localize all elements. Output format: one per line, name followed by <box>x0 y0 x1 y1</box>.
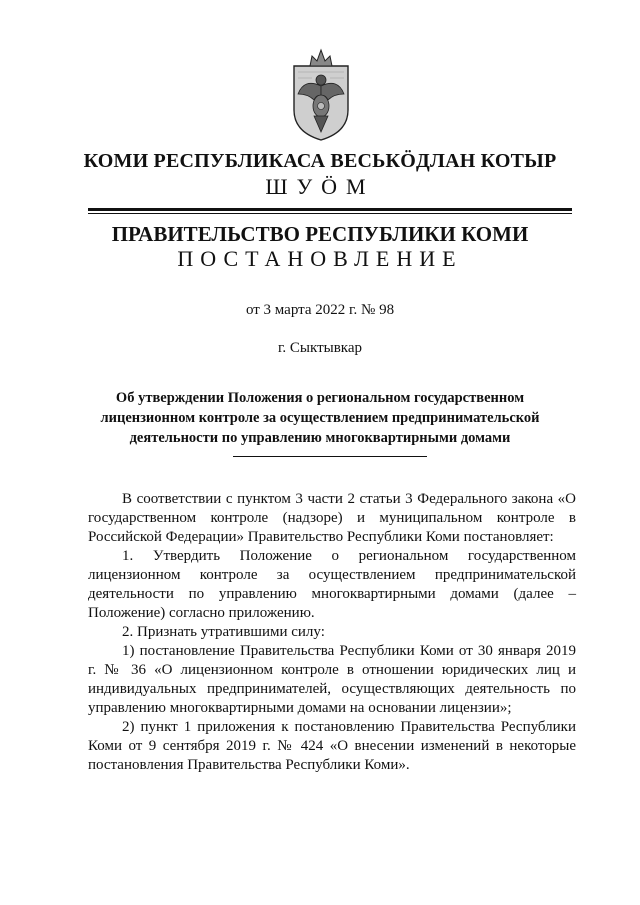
komi-coat-of-arms-icon <box>290 44 352 144</box>
document-type: ПОСТАНОВЛЕНИЕ <box>177 246 463 271</box>
komi-doc-type: ШУӦМ <box>265 174 375 199</box>
decree-date-number: от 3 марта 2022 г. № 98 <box>245 302 395 318</box>
body-paragraph: 1. Утвердить Положение о региональном государственном лицензионном контроле за осуществлением предпринимательской деятельности по управлению многоквартирными домами (далее – Положение) согласно приложению. <box>88 548 576 621</box>
body-paragraph: 2. Признать утратившими силу: <box>122 624 325 640</box>
body-paragraph: В соответствии с пунктом 3 части 2 статьи 3 Федерального закона «О государственном контроле (надзоре) и муниципальном контроле в Российской Федерации» Правительство Республики Коми постановляет: <box>88 491 576 545</box>
header-divider-thin <box>88 213 572 214</box>
decree-place: г. Сыктывкар <box>277 340 363 356</box>
decree-subject <box>80 388 560 448</box>
subject-line: Об утверждении Положения о региональном государственном <box>115 390 525 406</box>
komi-org-title: КОМИ РЕСПУБЛИКАСА ВЕСЬКӦДЛАН КОТЫР <box>83 150 557 172</box>
decree-body <box>88 490 576 775</box>
header-divider-thick <box>88 208 572 211</box>
body-paragraph: 1) постановление Правительства Республики Коми от 30 января 2019 г. № 36 «О лицензионном контроле в отношении юридических лиц и индивидуальных предпринимателей, осуществляющих деятельность по управлению многоквартирными домами на основании лицензии»; <box>88 643 576 716</box>
government-title: ПРАВИТЕЛЬСТВО РЕСПУБЛИКИ КОМИ <box>111 222 529 246</box>
body-paragraph: 2) пункт 1 приложения к постановлению Правительства Республики Коми от 9 сентября 2019 г. № 424 «О внесении изменений в некоторые постановления Правительства Республики Коми». <box>88 719 576 773</box>
subject-line: лицензионном контроле за осуществлением предпринимательской <box>100 410 540 426</box>
subject-underline <box>233 456 427 457</box>
subject-line: деятельности по управлению многоквартирными домами <box>129 430 511 446</box>
